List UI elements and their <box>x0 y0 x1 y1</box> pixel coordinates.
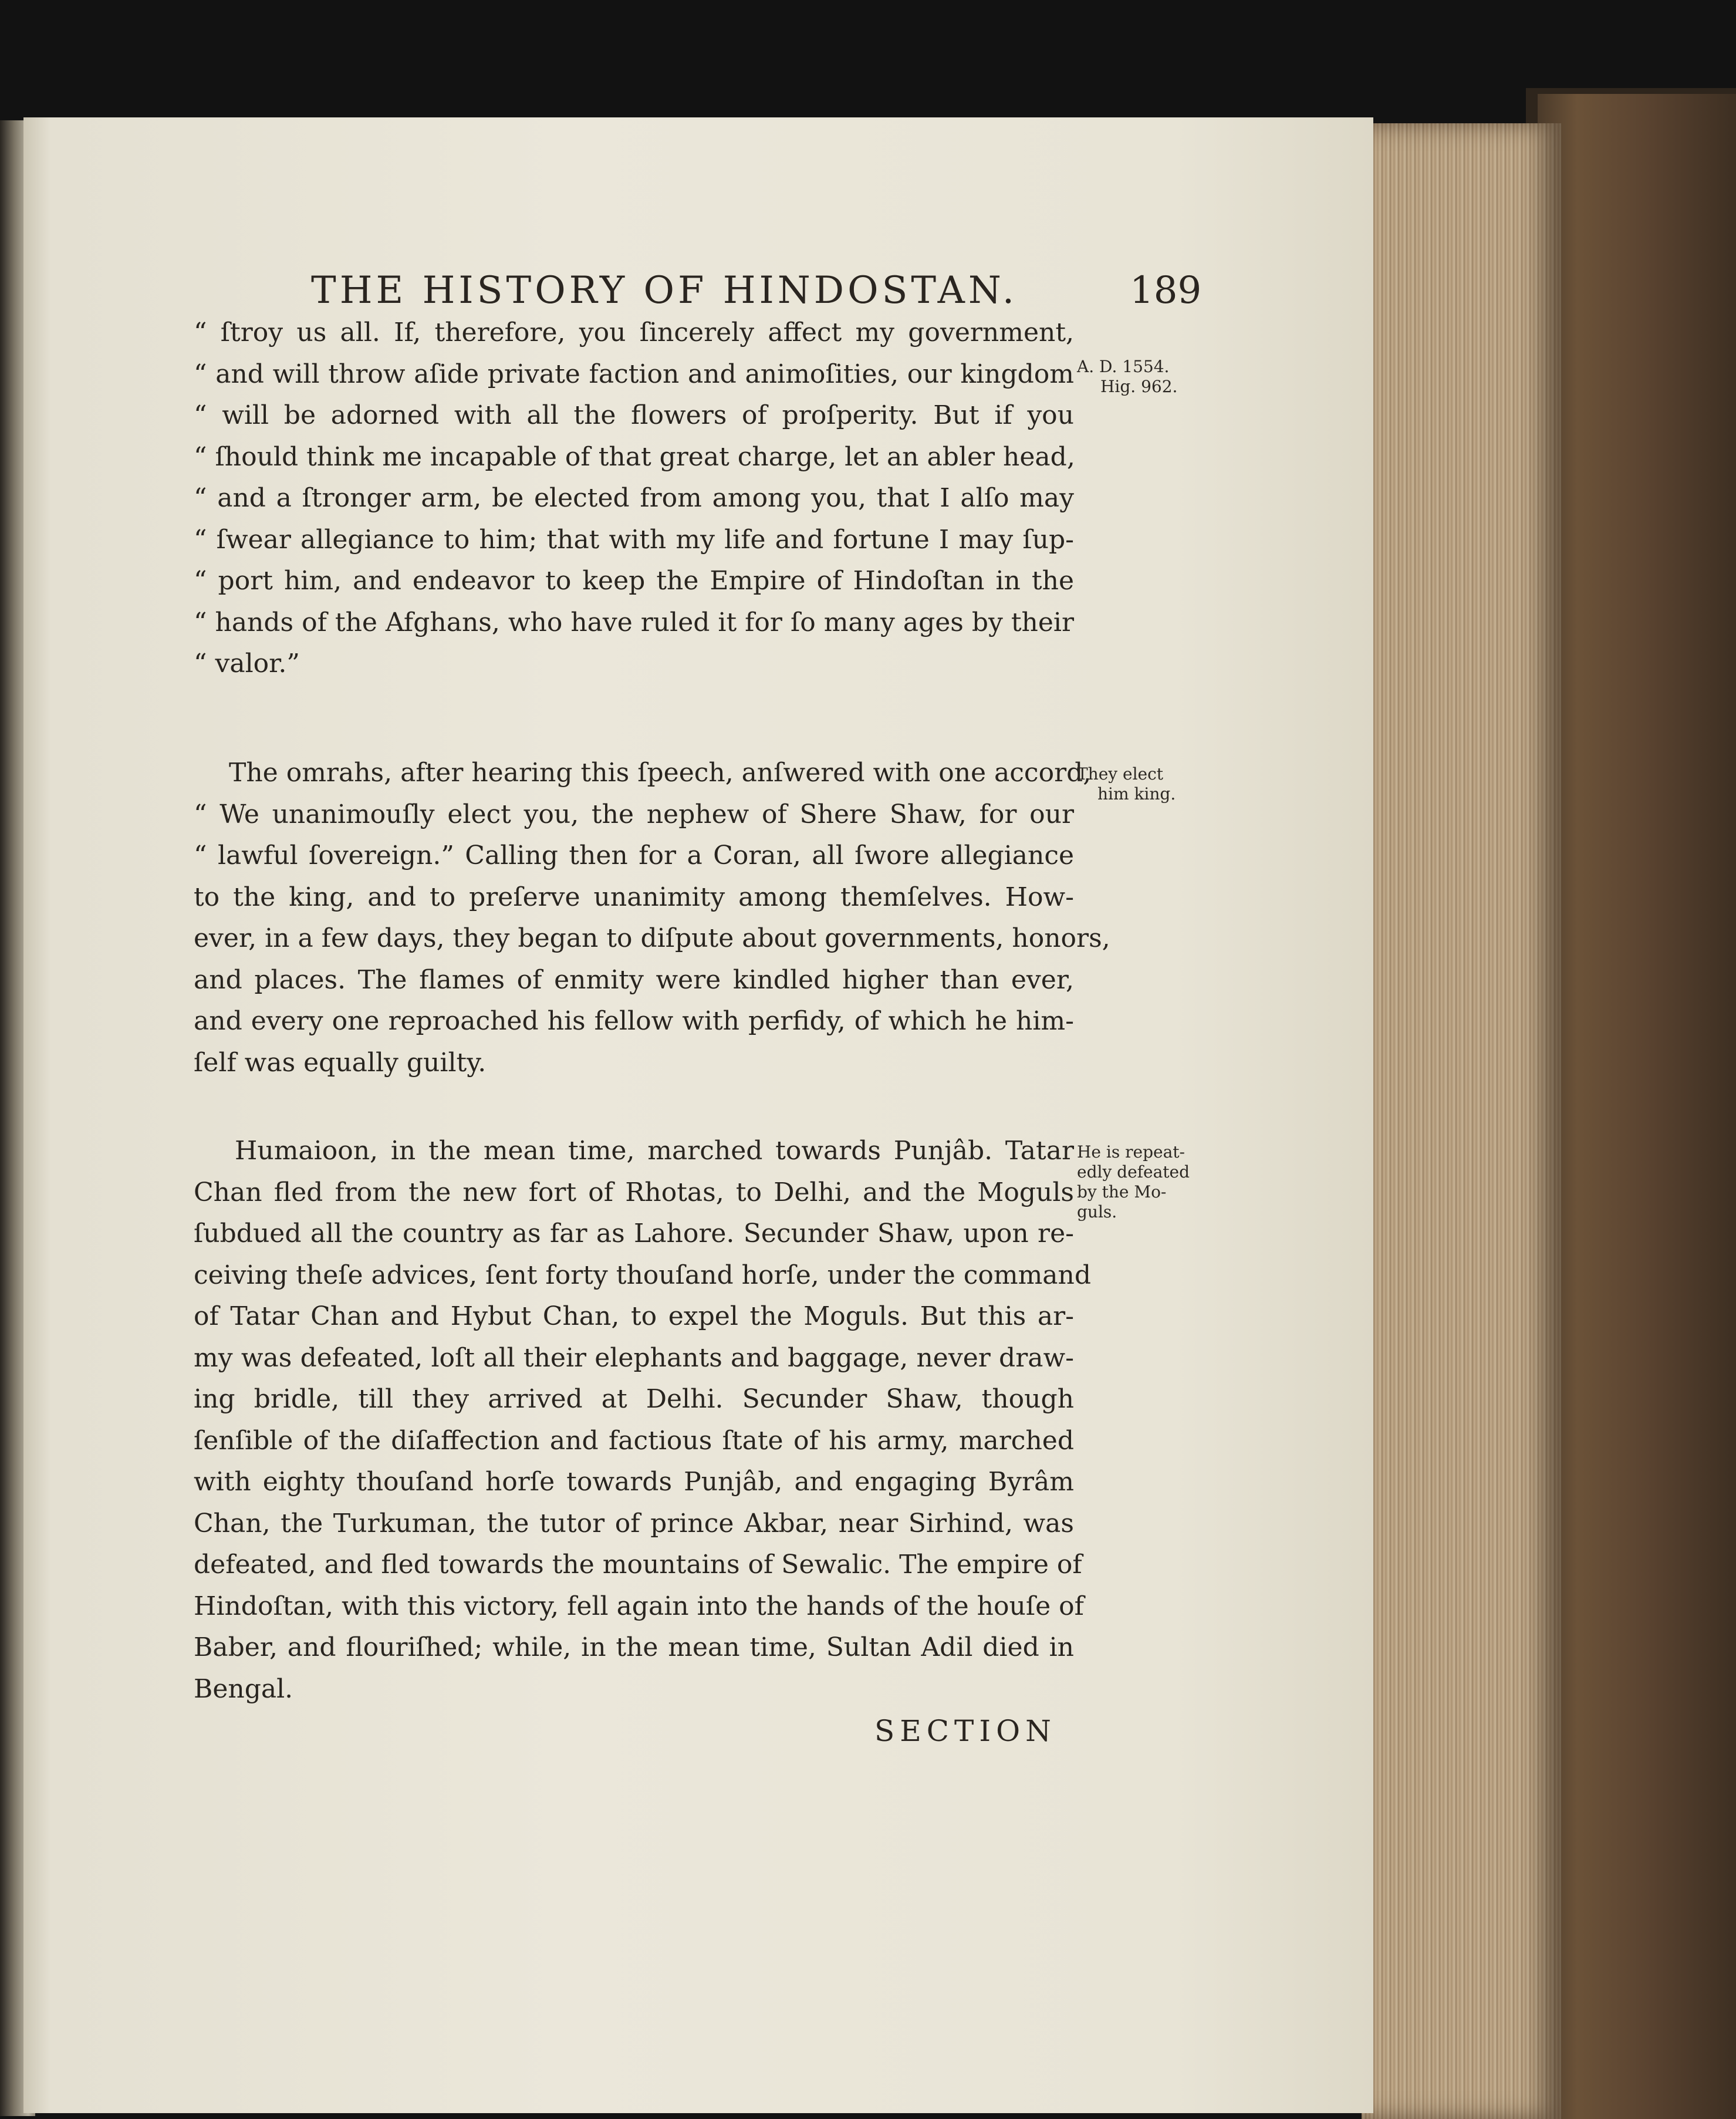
text-line: “ and a ſtronger arm, be elected from among you, that I alſo may <box>194 483 1074 513</box>
text-line: “ ſhould think me incapable of that great charge, let an abler head, <box>194 441 1075 472</box>
text-line: defeated, and fled towards the mountains of Sewalic. The empire of <box>194 1550 1082 1580</box>
text-line: to the king, and to preſerve unanimity among themſelves. How- <box>194 882 1074 912</box>
text-line: ſenſible of the diſaffection and factious ſtate of his army, marched <box>194 1425 1074 1456</box>
marginal-line: He is repeat- <box>1077 1142 1185 1162</box>
text-line: “ port him, and endeavor to keep the Empire of Hindoſtan in the <box>194 566 1074 596</box>
text-line: “ ſwear allegiance to him; that with my life and fortune I may ſup- <box>194 524 1074 555</box>
text-line: “ We unanimouſly elect you, the nephew of Shere Shaw, for our <box>194 799 1074 829</box>
marginal-line: him king. <box>1097 784 1176 804</box>
text-line: Humaioon, in the mean time, marched towards Punjâb. Tatar <box>235 1136 1074 1166</box>
book-cover <box>1538 94 1736 2119</box>
marginal-line: They elect <box>1077 764 1164 784</box>
text-line: ſelf was equally guilty. <box>194 1047 487 1078</box>
marginal-line: Hig. 962. <box>1100 377 1178 396</box>
text-line: ing bridle, till they arrived at Delhi. Secunder Shaw, though <box>194 1384 1074 1414</box>
text-line: Hindoſtan, with this victory, fell again into the hands of the houſe of <box>194 1591 1084 1621</box>
paragraph-election <box>194 753 1110 1084</box>
running-header-title: THE HISTORY OF HINDOSTAN. <box>311 269 1018 312</box>
paragraph-speech <box>194 312 1074 685</box>
text-line: Chan fled from the new fort of Rhotas, to Delhi, and the Moguls <box>194 1177 1074 1207</box>
text-line: “ ſtroy us all. If, therefore, you ſincerely affect my government, <box>194 318 1074 347</box>
text-line: Chan, the Turkuman, the tutor of prince Akbar, near Sirhind, was <box>194 1508 1074 1538</box>
text-line: and every one reproached his fellow with perfidy, of which he him- <box>194 1006 1074 1036</box>
text-line: Bengal. <box>194 1673 293 1704</box>
text-line: my was defeated, loſt all their elephants and baggage, never draw- <box>194 1342 1074 1373</box>
page-number: 189 <box>1130 269 1202 312</box>
marginal-note-date <box>1077 357 1212 397</box>
marginal-line: edly defeated <box>1077 1162 1190 1182</box>
text-line: Baber, and flouriſhed; while, in the mean time, Sultan Adil died in <box>194 1632 1074 1662</box>
marginal-line: A. D. 1554. <box>1077 357 1170 376</box>
text-line: “ valor.” <box>194 649 300 679</box>
marginal-line: guls. <box>1077 1202 1117 1222</box>
marginal-note-defeats <box>1077 1142 1212 1222</box>
marginal-line: by the Mo- <box>1077 1182 1167 1202</box>
paragraph-humaioon <box>194 1131 1092 1710</box>
text-line: of Tatar Chan and Hybut Chan, to expel the Moguls. But this ar- <box>194 1301 1074 1331</box>
text-line: “ hands of the Afghans, who have ruled it for ſo many ages by their <box>194 607 1075 637</box>
text-line: ſubdued all the country as far as Lahore. Secunder Shaw, upon re- <box>194 1219 1074 1249</box>
text-line: “ will be adorned with all the flowers of proſperity. But if you <box>194 400 1074 430</box>
text-line: The omrahs, after hearing this ſpeech, anſwered with one accord, <box>229 758 1092 788</box>
catchword: SECTION <box>874 1714 1056 1748</box>
text-line: “ lawful ſovereign.” Calling then for a Coran, all ſwore allegiance <box>194 841 1074 870</box>
text-line: “ and will throw aſide private faction and animoſities, our kingdom <box>194 359 1074 389</box>
text-line: ceiving theſe advices, ſent forty thouſand horſe, under the command <box>194 1260 1092 1290</box>
text-line: ever, in a few days, they began to diſpute about governments, honors, <box>194 923 1110 953</box>
text-line: and places. The flames of enmity were kindled higher than ever, <box>194 964 1074 995</box>
text-line: with eighty thouſand horſe towards Punjâb, and engaging Byrâm <box>194 1467 1074 1497</box>
page-edges <box>1362 123 1561 2119</box>
marginal-note-election <box>1077 764 1212 804</box>
